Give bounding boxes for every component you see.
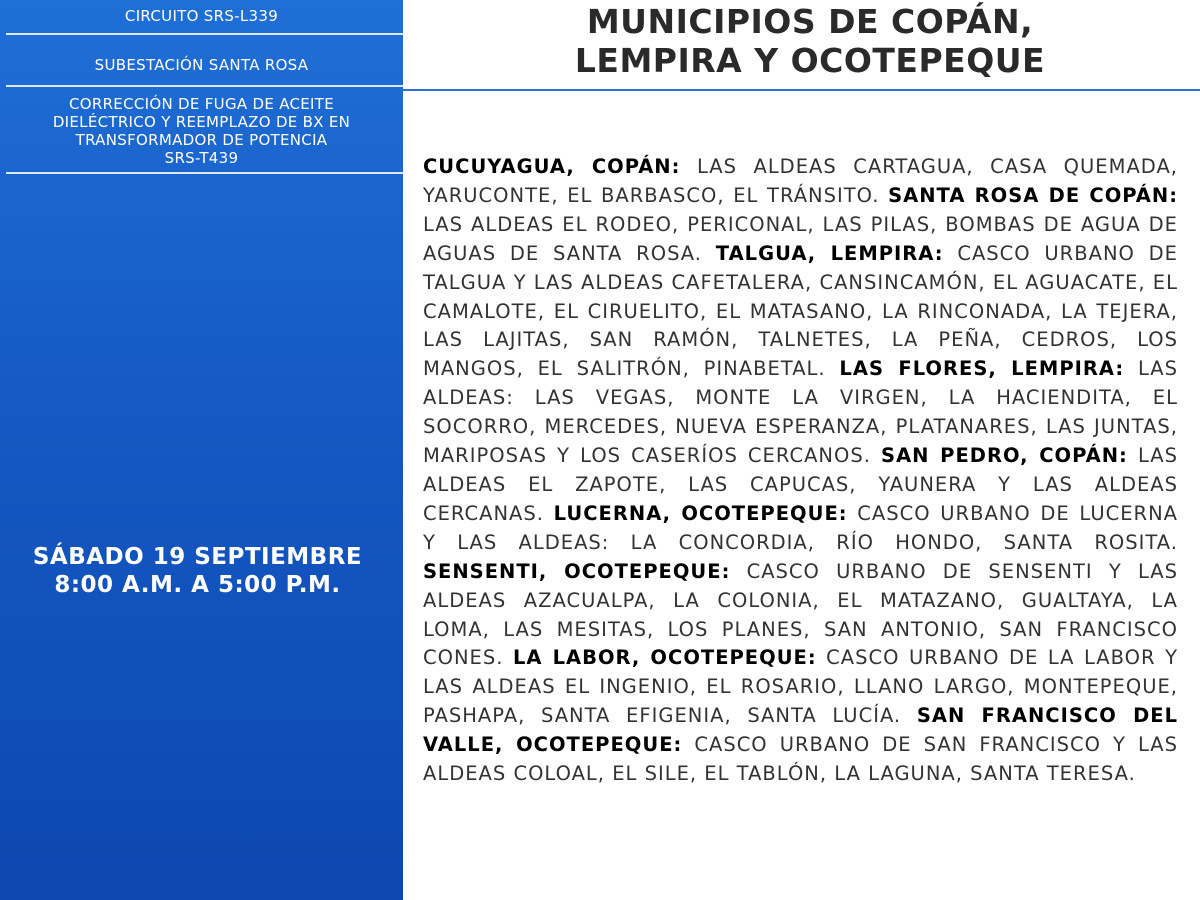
- area-detail: LAS ALDEAS EL ZAPOTE, LAS CAPUCAS, YAUNERA Y LAS ALDEAS CERCANAS.: [423, 444, 1178, 525]
- area-detail: CASCO URBANO DE LUCERNA Y LAS ALDEAS: LA CONCORDIA, RÍO HONDO, SANTA ROSITA.: [423, 501, 1179, 554]
- area-name: CUCUYAGUA, COPÁN:: [423, 155, 681, 178]
- area-detail: CASCO URBANO DE LA LABOR Y LAS ALDEAS EL INGENIO, EL ROSARIO, LLANO LARGO, MONTEPEQUE, PASHAPA, SANTA EFIGENIA, SANTA LUCÍA.: [423, 646, 1178, 728]
- area-name: LUCERNA, OCOTEPEQUE:: [553, 501, 848, 525]
- area-name: TALGUA, LEMPIRA:: [715, 241, 944, 265]
- schedule: [0, 543, 395, 599]
- page-title-line: MUNICIPIOS DE COPÁN,: [586, 2, 1034, 41]
- divider: [6, 33, 403, 35]
- area-detail: LAS ALDEAS EL RODEO, PERICONAL, LAS PILAS, BOMBAS DE AGUA DE AGUAS DE SANTA ROSA.: [423, 212, 1178, 265]
- substation-label: SUBESTACIÓN SANTA ROSA: [94, 56, 309, 74]
- divider: [6, 85, 403, 87]
- work-description: [0, 95, 403, 167]
- area-detail: LAS ALDEAS: LAS VEGAS, MONTE LA VIRGEN, LA HACIENDITA, EL SOCORRO, MERCEDES, NUEVA ESPERANZA, PLATANARES, LAS JUNTAS, MARIPOSAS Y LOS CASERÍOS CERCANOS.: [423, 357, 1178, 468]
- info-sidebar: [0, 0, 403, 900]
- circuit-label: CIRCUITO SRS-L339: [124, 7, 279, 25]
- work-description-line: TRANSFORMADOR DE POTENCIA: [75, 131, 328, 149]
- title-divider: [403, 89, 1200, 91]
- divider: [6, 172, 403, 174]
- affected-areas-text: [423, 153, 1178, 789]
- area-detail: CASCO URBANO DE SENSENTI Y LAS ALDEAS AZACUALPA, LA COLONIA, EL MATAZANO, GUALTAYA, LA LOMA, LAS MESITAS, LOS PLANES, SAN ANTONIO, SAN FRANCISCO CONES.: [423, 559, 1178, 670]
- area-detail: CASCO URBANO DE TALGUA Y LAS ALDEAS CAFETALERA, CANSINCAMÓN, EL AGUACATE, EL CAMALOTE, EL CIRUELITO, EL MATASANO, LA RINCONADA, LA TEJERA, LAS LAJITAS, SAN RAMÓN, TALNETES, LA PEÑA, CEDROS, LOS MANGOS, EL SALITRÓN, PINABETAL.: [423, 241, 1178, 381]
- area-detail: CASCO URBANO DE SAN FRANCISCO Y LAS ALDEAS COLOAL, EL SILE, EL TABLÓN, LA LAGUNA, SANTA TERESA.: [423, 733, 1178, 786]
- area-name: LAS FLORES, LEMPIRA:: [839, 357, 1125, 381]
- area-name: SAN FRANCISCO DEL VALLE, OCOTEPEQUE:: [423, 704, 1179, 757]
- page-title: [420, 2, 1200, 80]
- work-description-line: CORRECCIÓN DE FUGA DE ACEITE: [68, 95, 335, 113]
- area-detail: LAS ALDEAS CARTAGUA, CASA QUEMADA, YARUCONTE, EL BARBASCO, EL TRÁNSITO.: [423, 155, 1178, 207]
- work-description-line: SRS-T439: [164, 149, 239, 167]
- work-description-line: DIELÉCTRICO Y REEMPLAZO DE BX EN: [52, 113, 351, 131]
- schedule-time: 8:00 A.M. A 5:00 P.M.: [54, 572, 341, 598]
- area-name: LA LABOR, OCOTEPEQUE:: [512, 646, 817, 670]
- area-name: SENSENTI, OCOTEPEQUE:: [423, 559, 731, 583]
- schedule-date: SÁBADO 19 SEPTIEMBRE: [32, 544, 363, 570]
- area-name: SAN PEDRO, COPÁN:: [881, 444, 1128, 468]
- area-name: SANTA ROSA DE COPÁN:: [888, 183, 1178, 207]
- page-title-line: LEMPIRA Y OCOTEPEQUE: [574, 41, 1046, 80]
